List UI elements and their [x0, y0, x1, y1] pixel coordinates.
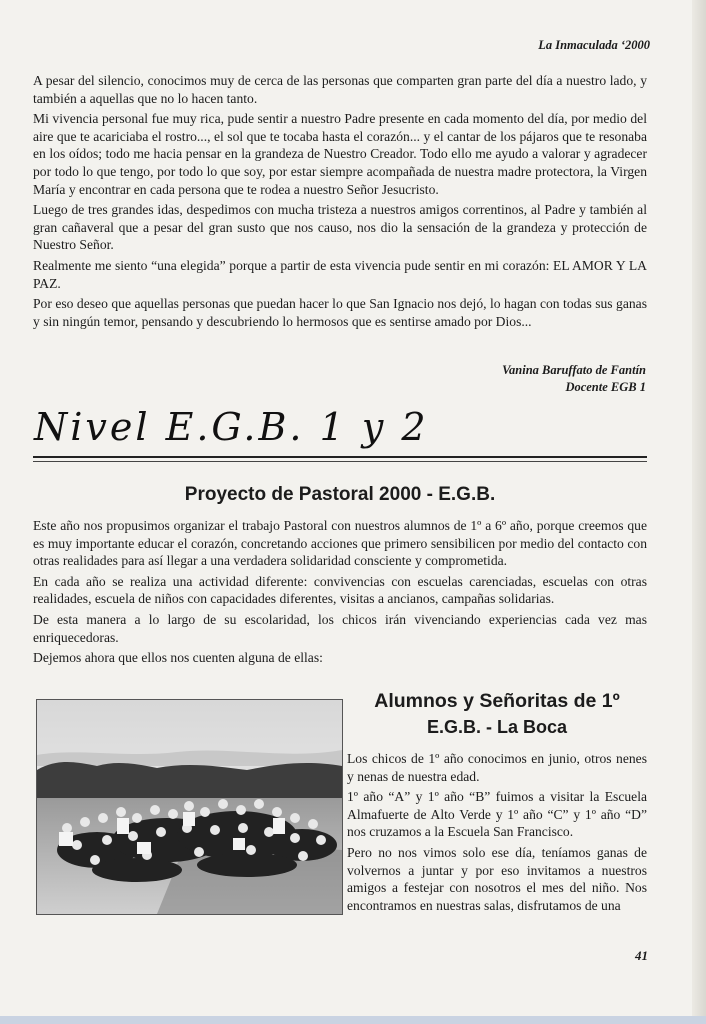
section-title: Proyecto de Pastoral 2000 - E.G.B.: [184, 484, 496, 505]
signature-name: Vanina Baruffato de Fantín: [502, 363, 646, 377]
paragraph: Dejemos ahora que ellos nos cuenten alguna de ellas:: [33, 650, 323, 666]
paragraph: Los chicos de 1º año conocimos en junio, otros nenes y nenas de nuestra edad.: [347, 751, 647, 784]
subsection-title-line1: Alumnos y Señoritas de 1º: [374, 690, 620, 712]
paragraph: 1º año “A” y 1º año “B” fuimos a visitar la Escuela Almafuerte de Alto Verde y 1º año “C” y 1º año “D” nos cruzamos a la Escuela San Francisco.: [347, 789, 647, 840]
paragraph: A pesar del silencio, conocimos muy de cerca de las personas que comparten gran parte del día a nuestro lado, y también a aquellas que no lo hacen tanto.: [33, 73, 647, 106]
paragraph: En cada año se realiza una actividad diferente: convivencias con escuelas carenciadas, escuelas con otras realidades, escuela de niños con capacidades diferentes, visitas a ancianos, campañas solidarias.: [33, 573, 647, 607]
page-number: 41: [635, 948, 648, 963]
paragraph: Pero no nos vimos solo ese día, teníamos ganas de volvernos a juntar y por eso invitamos a nuestros amigos a festejar con nosotros el mes del niño. Nos encontramos en nuestras salas, disfrutamos de una: [347, 844, 647, 913]
top-text-block: [33, 72, 647, 333]
subsection-title-line2: E.G.B. - La Boca: [426, 717, 568, 737]
subsection-text-block: [347, 750, 647, 917]
heading-rule-thin: [33, 461, 647, 462]
signature-block: [502, 362, 646, 396]
paragraph: Luego de tres grandes idas, despedimos con mucha tristeza a nuestros amigos correntinos, al Padre y también al gran cañaveral que a pesar del gran susto que nos causo, nos dio la sensación de la grandeza y protección de Nuestro Señor.: [33, 202, 647, 253]
paragraph: De esta manera a lo largo de su escolaridad, los chicos irán vivenciando experiencias cada vez mas enriquecedoras.: [33, 611, 647, 645]
paragraph: Realmente me siento “una elegida” porque a partir de esta vivencia pude sentir en mi corazón: EL AMOR Y LA PAZ.: [33, 257, 647, 291]
group-photo: [36, 699, 343, 915]
heading-rule: [33, 456, 647, 458]
page-edge-shadow: [692, 0, 706, 1024]
section-text-block: [33, 517, 647, 670]
paragraph: Este año nos propusimos organizar el trabajo Pastoral con nuestros alumnos de 1º a 6º año, porque creemos que es muy importante educar el corazón, concretando acciones que primero sensibilicen por medio del contacto con otras realidades para así llegar a una verdadera solidaridad consciente y comprometida.: [33, 518, 647, 569]
paragraph: Por eso deseo que aquellas personas que puedan hacer lo que San Ignacio nos dejó, lo hagan con todas sus ganas y sin ningún temor, pensando y descubriendo lo hermosos que es sentirse amado por Dios...: [33, 296, 647, 329]
paragraph: Mi vivencia personal fue muy rica, pude sentir a nuestro Padre presente en cada momento del día, por medio del aire que te acariciaba el rostro..., el sol que te tocaba hasta el corazón... y el cantar de los pájaros que te resonaba en los oídos; todo me hacia pensar en la grandeza de Nuestro Creador. Todo ello me ayudo a valorar y agradecer por todo lo que tengo, por todo lo que soy, por estar siempre acompañada de nuestra madre protectora, la Virgen María y encontrar en cada persona que te rodea a nuestro Señor Jesucristo.: [33, 111, 647, 197]
level-heading: Nivel E.G.B. 1 y 2: [34, 405, 429, 449]
signature-role: Docente EGB 1: [565, 380, 646, 394]
running-header: La Inmaculada ‘2000: [538, 38, 650, 52]
group-photo-image: [37, 700, 342, 914]
scan-bottom-strip: [0, 1016, 706, 1024]
